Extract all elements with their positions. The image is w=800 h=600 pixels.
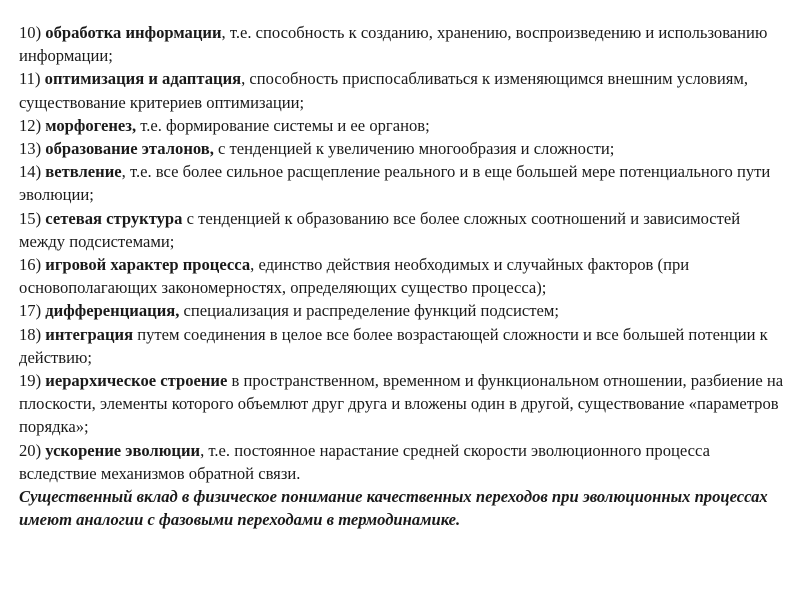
conclusion-paragraph: Существенный вклад в физическое понимание качественных переходов при эволюционных процессах имеют аналогии с фазовыми переходами в термодинамике. [19, 487, 768, 530]
list-item-19 [19, 369, 789, 439]
item-term: иерархическое строение [45, 371, 228, 391]
item-number: 20) [19, 440, 42, 460]
item-number: 12) [19, 115, 42, 135]
item-number: 13) [19, 139, 42, 159]
item-number: 18) [19, 324, 42, 344]
item-number: 16) [19, 255, 42, 275]
item-term: обработка информации [45, 23, 222, 42]
item-number: 15) [19, 208, 42, 228]
item-term: сетевая структура [45, 208, 183, 228]
item-number: 11) [19, 69, 41, 89]
item-term: ветвление [45, 162, 122, 182]
item-description: т.е. формирование системы и ее органов; [136, 115, 430, 135]
item-number: 14) [19, 162, 42, 182]
list-item-10 [19, 21, 789, 67]
item-description: , т.е. постоянное нарастание средней скорости эволюционного процесса вследствие механизмов обратной связи. [19, 440, 710, 483]
list-item-12 [19, 114, 789, 137]
item-description: , единство действия необходимых и случайных факторов (при основополагающих закономерностях, определяющих существо процесса); [19, 255, 690, 298]
list-item-17 [19, 299, 789, 322]
item-description: в пространственном, временном и функциональном отношении, разбиение на плоскости, элементы которого объемлют друг друга и вложены один в другой, существование «параметров порядка»; [19, 371, 784, 437]
list-item-11 [19, 67, 789, 113]
item-description: , способность приспосабливаться к изменяющимся внешним условиям, существование критериев оптимизации; [19, 69, 749, 112]
list-item-15 [19, 207, 789, 253]
list-item-14 [19, 160, 789, 206]
list-item-13 [19, 137, 789, 160]
item-number: 19) [19, 371, 42, 391]
item-term: образование эталонов, [45, 139, 214, 159]
item-description: с тенденцией к увеличению многообразия и сложности; [213, 139, 615, 159]
item-term: дифференциация, [45, 301, 180, 321]
item-term: оптимизация и адаптация [44, 69, 242, 89]
item-term: интеграция [45, 324, 134, 344]
item-number: 10) [19, 23, 42, 42]
item-term: игровой характер процесса [45, 255, 251, 275]
list-item-18 [19, 323, 789, 369]
list-item-20 [19, 439, 789, 485]
item-description: , т.е. все более сильное расщепление реального и в еще большей мере потенциального пути эволюции; [19, 162, 771, 205]
item-term: морфогенез, [45, 115, 137, 135]
item-number: 17) [19, 301, 42, 321]
item-description: с тенденцией к образованию все более сложных соотношений и зависимостей между подсистемами; [19, 208, 741, 251]
item-description: специализация и распределение функций подсистем; [179, 301, 559, 321]
slide-text-body [19, 21, 789, 531]
item-term: ускорение эволюции [45, 440, 201, 460]
list-item-16 [19, 253, 789, 299]
item-description: путем соединения в целое все более возрастающей сложности и все большей потенции к действию; [19, 324, 768, 367]
item-description: , т.е. способность к созданию, хранению, воспроизведению и использованию информации; [19, 23, 768, 66]
